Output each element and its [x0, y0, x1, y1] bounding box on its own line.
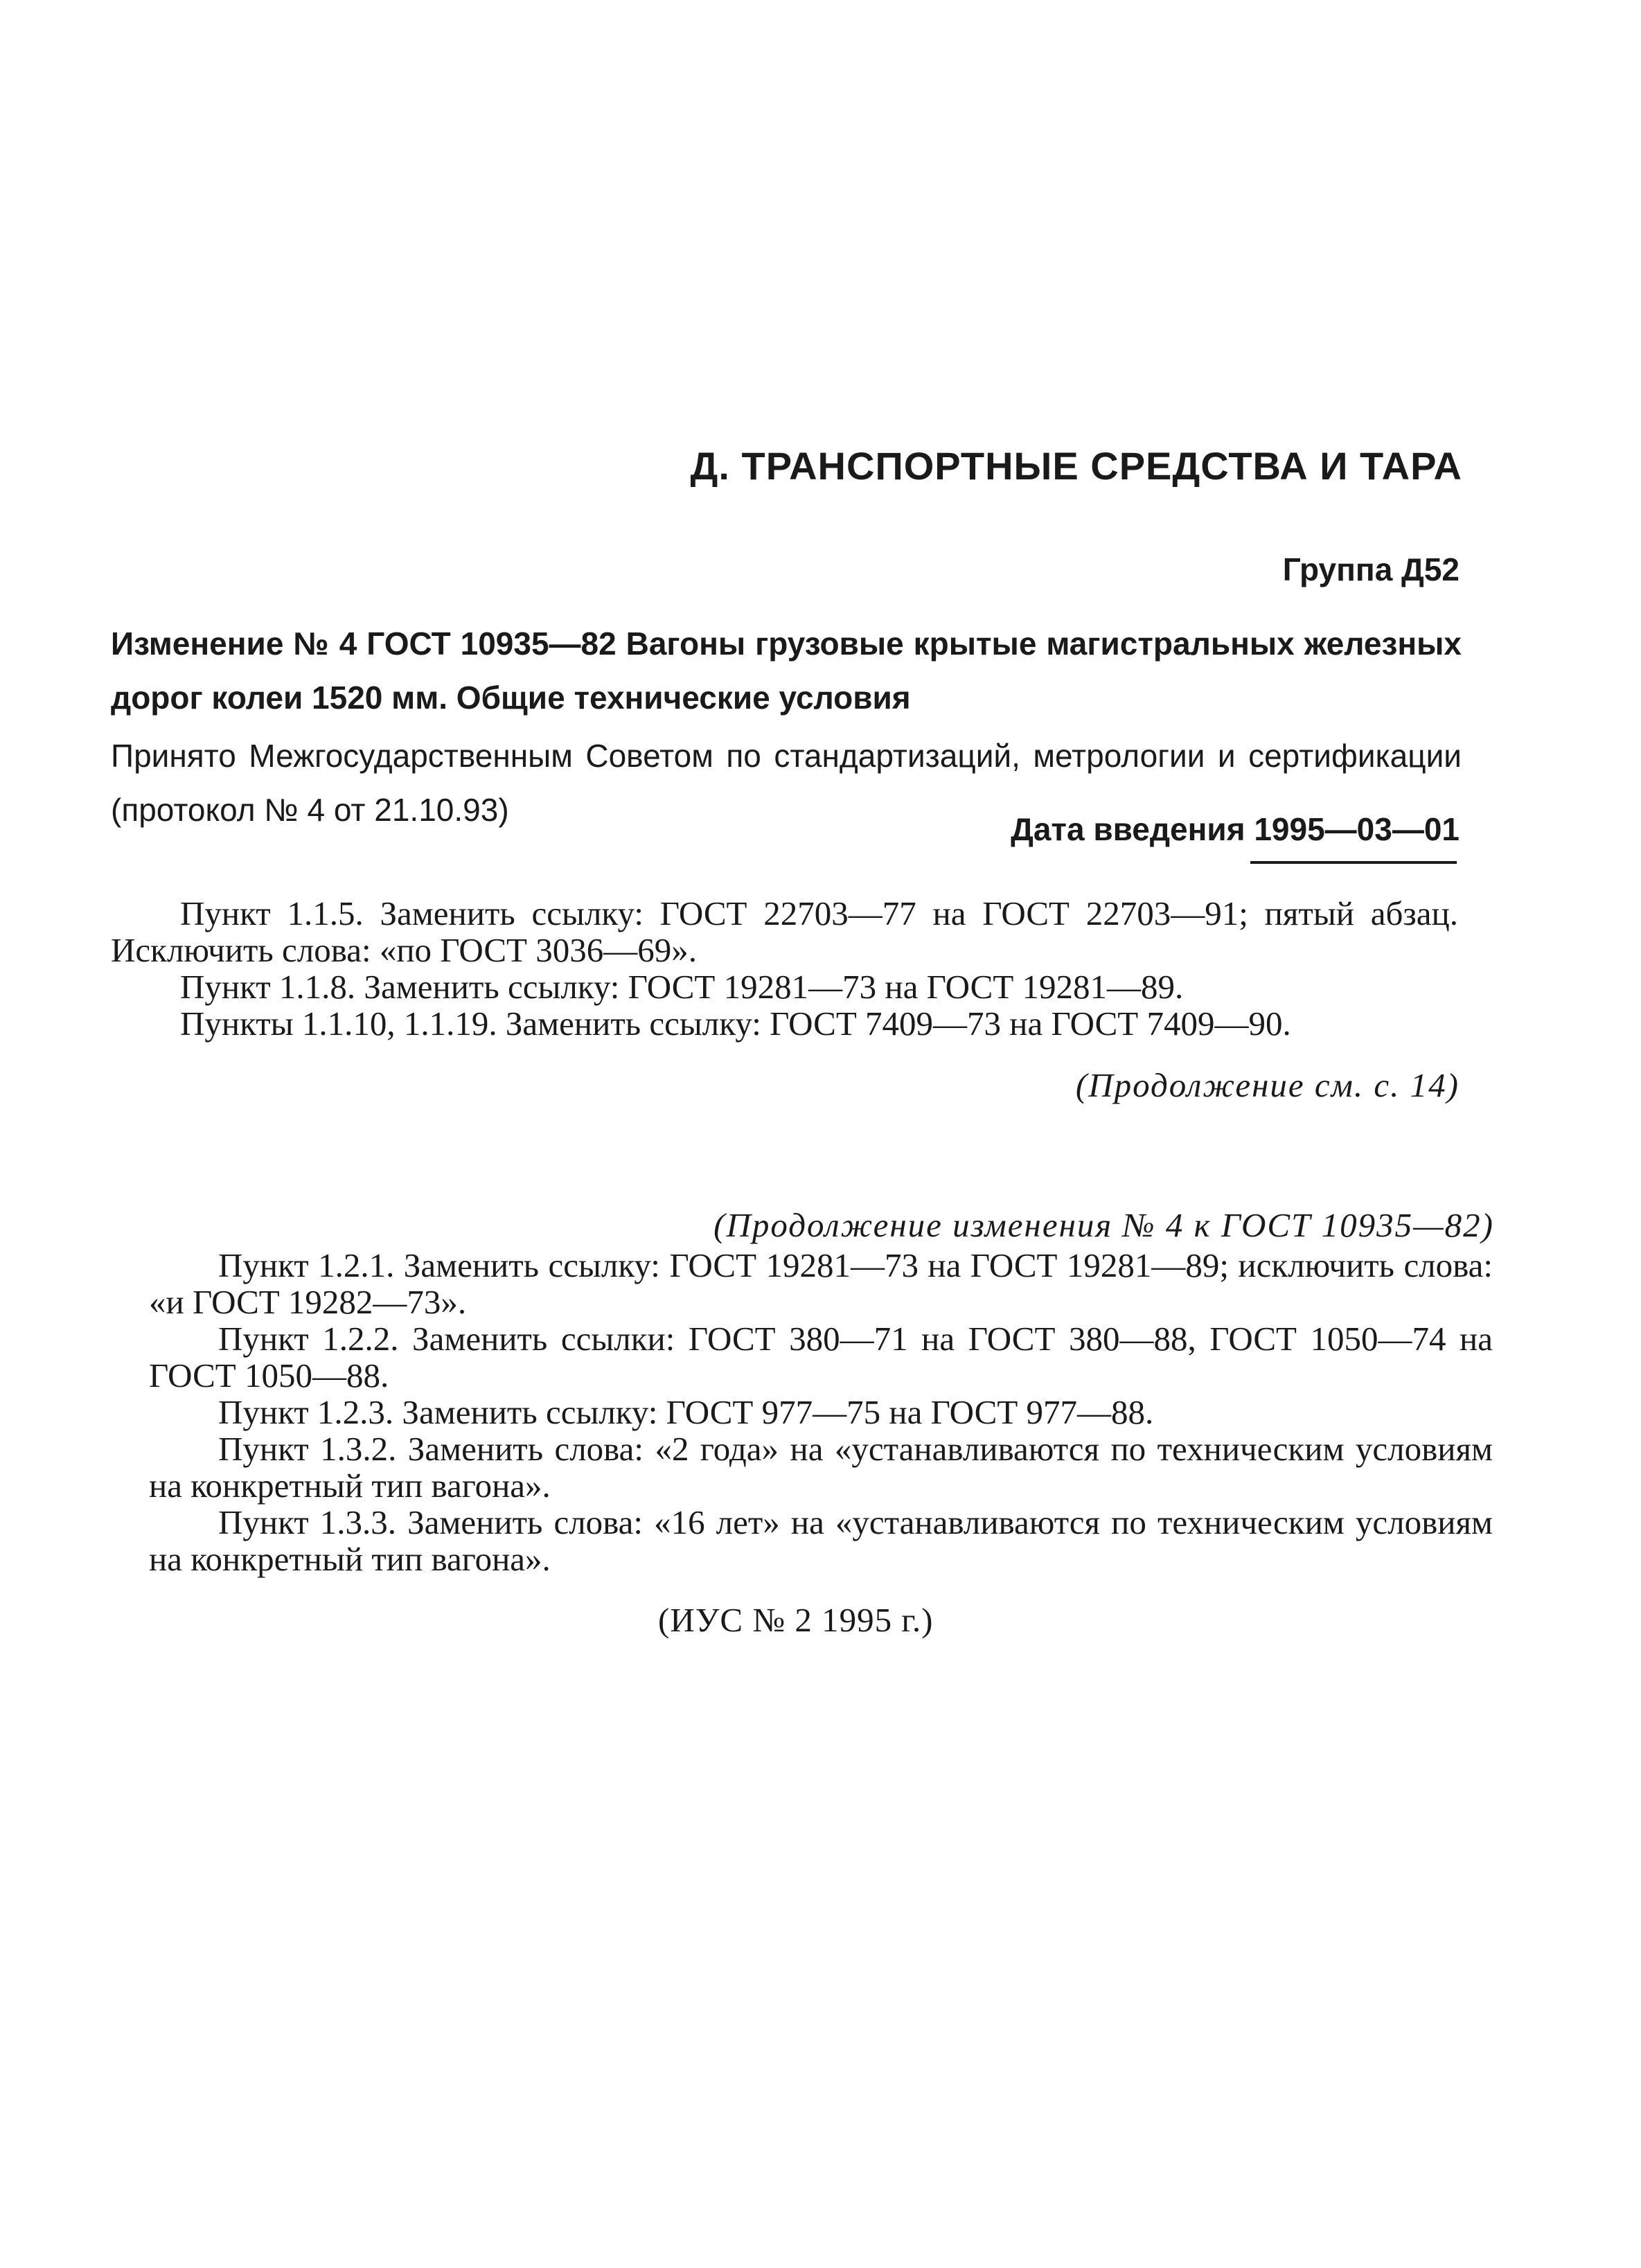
amendment-item: Пункт 1.1.8. Заменить ссылку: ГОСТ 19281—73 на ГОСТ 19281—89. — [180, 968, 1184, 1006]
continuation-heading: (Продолжение изменения № 4 к ГОСТ 10935—82) — [713, 1206, 1494, 1244]
amendment-item: Пункт 1.3.2. Заменить слова: «2 года» на «устанавливаются по техническим условиям на конкретный тип вагона». — [149, 1430, 1493, 1505]
section-title: Д. ТРАНСПОРТНЫЕ СРЕДСТВА И ТАРА — [690, 444, 1462, 488]
continued-on-note: (Продолжение см. с. 14) — [1075, 1066, 1460, 1104]
introduction-date: Дата введения 1995—03—01 — [1011, 811, 1460, 847]
amendment-item: Пункты 1.1.10, 1.1.19. Заменить ссылку: ГОСТ 7409—73 на ГОСТ 7409—90. — [180, 1004, 1291, 1043]
publication-reference: (ИУС № 2 1995 г.) — [658, 1601, 934, 1639]
amendment-title: Изменение № 4 ГОСТ 10935—82 Вагоны грузовые крытые магистральных железных дорог колеи 1520 мм. Общие технические условия — [111, 626, 1462, 716]
date-underline — [1250, 861, 1457, 864]
amendment-item: Пункт 1.2.3. Заменить ссылку: ГОСТ 977—75 на ГОСТ 977—88. — [218, 1393, 1154, 1431]
amendment-items-page1 — [111, 895, 1458, 1042]
adopted-by: Принято Межгосударственным Советом по стандартизаций, метрологии и сертификации (протокол № 4 от 21.10.93) — [111, 738, 1462, 828]
amendment-item: Пункт 1.1.5. Заменить ссылку: ГОСТ 22703—77 на ГОСТ 22703—91; пятый абзац. Исключить слова: «по ГОСТ 3036—69». — [111, 894, 1458, 969]
amendment-items-page2 — [149, 1247, 1493, 1577]
amendment-item: Пункт 1.2.2. Заменить ссылки: ГОСТ 380—71 на ГОСТ 380—88, ГОСТ 1050—74 на ГОСТ 1050—88. — [149, 1320, 1493, 1394]
amendment-item: Пункт 1.3.3. Заменить слова: «16 лет» на «устанавливаются по техническим условиям на конкретный тип вагона». — [149, 1503, 1493, 1578]
group-code: Группа Д52 — [1282, 551, 1460, 587]
amendment-item: Пункт 1.2.1. Заменить ссылку: ГОСТ 19281—73 на ГОСТ 19281—89; исключить слова: «и ГОСТ 19282—73». — [149, 1246, 1493, 1321]
